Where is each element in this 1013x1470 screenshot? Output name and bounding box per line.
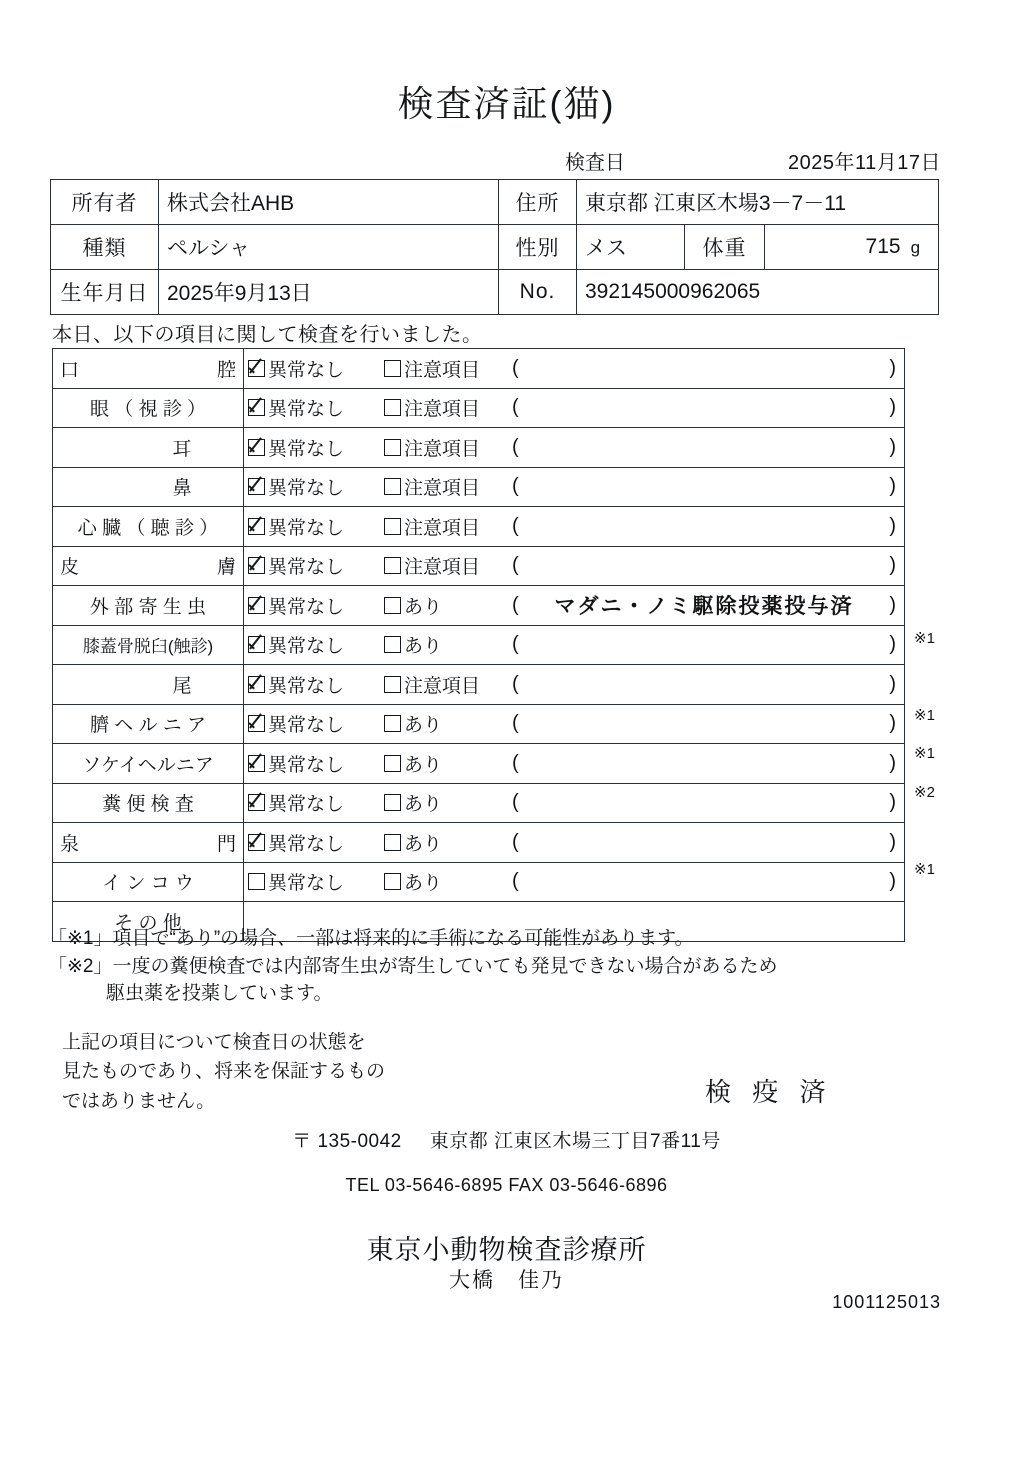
note-paren-open: ( (512, 396, 519, 419)
checklist-row (53, 546, 905, 586)
weight-label: 体重 (685, 225, 765, 270)
note-paren-open: ( (512, 514, 519, 537)
note-paren-open: ( (512, 475, 519, 498)
option-secondary[interactable] (384, 355, 480, 382)
note-paren-close: ) (889, 712, 896, 735)
option-normal[interactable] (248, 552, 344, 579)
option-secondary[interactable] (384, 789, 442, 816)
option-normal-label: 異常なし (268, 754, 345, 776)
option-normal-label: 異常なし (268, 478, 345, 500)
checklist-item-options (244, 507, 905, 547)
option-normal[interactable] (248, 868, 344, 895)
checklist-item-options (244, 783, 905, 823)
note-paren-close: ) (889, 672, 896, 695)
checkbox-checked-icon[interactable] (248, 597, 265, 614)
checkbox-checked-icon[interactable] (248, 794, 265, 811)
option-secondary-label: あり (404, 794, 443, 816)
option-secondary[interactable] (384, 473, 480, 500)
option-normal-label: 異常なし (268, 675, 345, 697)
checklist-item-label: 皮 膚 (53, 546, 244, 586)
checklist-row (53, 744, 905, 784)
checklist-row (53, 665, 905, 705)
note-paren-open: ( (512, 633, 519, 656)
note-paren-close: ) (889, 356, 896, 379)
option-normal-label: 異常なし (268, 399, 345, 421)
checklist-row (53, 388, 905, 428)
footnote-marker: ※1 (914, 745, 935, 762)
clinic-name: 東京小動物検査診療所 (366, 1235, 647, 1265)
page-title: 検査済証(猫) (397, 83, 616, 124)
checklist-item-options (244, 862, 905, 902)
option-secondary[interactable] (384, 671, 480, 698)
option-normal[interactable] (248, 789, 344, 816)
footnotes-block (48, 925, 778, 1008)
note-paren-open: ( (512, 593, 519, 616)
disclaimer-line-1: 上記の項目について検査日の状態を (62, 1032, 366, 1053)
checklist-item-note: マダニ・ノミ駆除投薬投与済 (554, 595, 854, 619)
checklist-item-label: 外 部 寄 生 虫 (53, 586, 244, 626)
note-paren-open: ( (512, 554, 519, 577)
checkbox-checked-icon[interactable] (248, 360, 265, 377)
checklist-item-label: そ の 他 (53, 902, 244, 942)
option-normal-label: 異常なし (268, 833, 345, 855)
option-normal[interactable] (248, 473, 344, 500)
weight-value-cell (765, 225, 939, 270)
checklist-row (53, 625, 905, 665)
no-value: 392145000962065 (577, 270, 939, 315)
option-normal[interactable] (248, 434, 344, 461)
checkbox-checked-icon[interactable] (248, 636, 265, 653)
option-secondary[interactable] (384, 513, 480, 540)
checklist-item-options (244, 467, 905, 507)
checklist-item-label: 膝蓋骨脱臼(触診) (53, 625, 244, 665)
option-secondary-label: あり (404, 596, 443, 618)
option-secondary[interactable] (384, 631, 442, 658)
checkbox-empty-icon[interactable] (384, 636, 401, 653)
option-normal[interactable] (248, 671, 344, 698)
checklist-item-label: 耳 (53, 428, 244, 468)
sex-label: 性別 (499, 225, 577, 270)
clinic-zip: 〒 135-0042 (292, 1131, 402, 1152)
footnote-marker: ※2 (914, 783, 935, 801)
option-secondary-label: 注意項目 (404, 675, 481, 697)
checkbox-checked-icon[interactable] (248, 557, 265, 574)
document-serial-number: 1001125013 (832, 1292, 941, 1312)
option-normal-label: 異常なし (268, 873, 345, 895)
checkbox-checked-icon[interactable] (248, 518, 265, 535)
checklist-item-options (244, 388, 905, 428)
option-normal-label: 異常なし (268, 596, 345, 618)
option-normal[interactable] (248, 394, 344, 421)
option-secondary[interactable] (384, 552, 480, 579)
option-secondary-label: 注意項目 (404, 399, 481, 421)
note-paren-open: ( (512, 356, 519, 379)
option-secondary[interactable] (384, 592, 442, 619)
option-normal[interactable] (248, 513, 344, 540)
checklist-row (53, 428, 905, 468)
option-normal[interactable] (248, 631, 344, 658)
option-normal[interactable] (248, 355, 344, 382)
option-secondary[interactable] (384, 829, 442, 856)
birth-value: 2025年9月13日 (159, 270, 499, 315)
checklist-item-options (244, 586, 905, 626)
exam-date-label: 検査日 (565, 152, 625, 174)
option-secondary-label: あり (404, 873, 443, 895)
owner-value: 株式会社AHB (159, 180, 499, 225)
checklist-item-label: 口 腔 (53, 349, 244, 389)
checklist-item-label: 心 臓 （ 聴 診 ） (53, 507, 244, 547)
option-secondary[interactable] (384, 710, 442, 737)
checklist-row (53, 586, 905, 626)
disclaimer-line-3: ではありません。 (62, 1090, 216, 1112)
weight-value: 715 (865, 235, 901, 258)
checklist-item-options (244, 823, 905, 863)
option-secondary-label: 注意項目 (404, 517, 481, 539)
checkbox-empty-icon[interactable] (384, 597, 401, 614)
disclaimer-block (62, 1028, 385, 1116)
table-row-owner (51, 180, 939, 225)
note-paren-close: ) (889, 791, 896, 814)
note-paren-close: ) (889, 475, 896, 498)
exam-date-value: 2025年11月17日 (788, 152, 941, 174)
option-normal-label: 異常なし (268, 557, 345, 579)
option-normal[interactable] (248, 710, 344, 737)
footnote-1: 「※1」項目で“あり”の場合、一部は将来的に手術になる可能性があります。 (48, 928, 694, 949)
checklist-row (53, 783, 905, 823)
footnote-marker: ※1 (914, 706, 935, 724)
checkbox-checked-icon[interactable] (248, 439, 265, 456)
option-secondary-label: 注意項目 (404, 359, 481, 381)
note-paren-open: ( (512, 712, 519, 735)
address-value: 東京都 江東区木場3－7－11 (577, 180, 939, 225)
checklist-item-options (244, 428, 905, 468)
checkbox-empty-icon[interactable] (248, 873, 265, 890)
checkbox-empty-icon[interactable] (384, 478, 401, 495)
option-normal-label: 異常なし (268, 636, 345, 658)
note-paren-close: ) (889, 396, 896, 419)
note-paren-close: ) (889, 633, 896, 656)
weight-unit: g (910, 238, 921, 257)
option-normal-label: 異常なし (268, 794, 345, 816)
note-paren-open: ( (512, 435, 519, 458)
checklist-item-label: 尾 (53, 665, 244, 705)
animal-info-table (50, 179, 939, 315)
note-paren-open: ( (512, 751, 519, 774)
option-secondary[interactable] (384, 750, 442, 777)
note-paren-open: ( (512, 672, 519, 695)
checklist-item-options (244, 744, 905, 784)
option-secondary[interactable] (384, 394, 480, 421)
birth-label: 生年月日 (51, 270, 159, 315)
checklist-row (53, 823, 905, 863)
checklist-item-options (244, 665, 905, 705)
no-label: No. (499, 270, 577, 315)
option-normal[interactable] (248, 829, 344, 856)
disclaimer-line-2: 見たものであり、将来を保証するもの (62, 1061, 386, 1083)
note-paren-close: ) (889, 435, 896, 458)
clinic-tel-fax: TEL 03-5646-6895 FAX 03-5646-6896 (345, 1175, 668, 1195)
checklist-row (53, 704, 905, 744)
checklist-item-label: イ ン コ ウ (53, 862, 244, 902)
checkbox-checked-icon[interactable] (248, 676, 265, 693)
option-secondary[interactable] (384, 434, 480, 461)
checkbox-checked-icon[interactable] (248, 755, 265, 772)
footnote-marker: ※1 (914, 860, 935, 878)
option-secondary-label: あり (404, 636, 443, 658)
checkbox-empty-icon[interactable] (384, 557, 401, 574)
checklist-item-label: 眼 （ 視 診 ） (53, 388, 244, 428)
footnote-2: 「※2」一度の糞便検査では内部寄生虫が寄生していても発見できない場合があるため (48, 955, 778, 977)
option-normal[interactable] (248, 750, 344, 777)
veterinarian-name: 大橋 佳乃 (449, 1269, 564, 1292)
table-row-birth (51, 270, 939, 315)
exam-date-row (50, 146, 941, 174)
checkbox-empty-icon[interactable] (384, 518, 401, 535)
option-normal-label: 異常なし (268, 517, 345, 539)
option-secondary-label: 注意項目 (404, 478, 481, 500)
note-paren-open: ( (512, 791, 519, 814)
owner-label: 所有者 (51, 180, 159, 225)
checkbox-empty-icon[interactable] (384, 676, 401, 693)
checklist-row (53, 862, 905, 902)
checklist-item-options (244, 349, 905, 389)
intro-text: 本日、以下の項目に関して検査を行いました。 (52, 324, 483, 346)
note-paren-close: ) (889, 830, 896, 853)
table-row-breed (51, 225, 939, 270)
note-paren-close: ) (889, 554, 896, 577)
checkbox-empty-icon[interactable] (384, 794, 401, 811)
checkbox-checked-icon[interactable] (248, 399, 265, 416)
clinic-address-text: 東京都 江東区木場三丁目7番11号 (429, 1131, 721, 1152)
checklist-item-label: 臍 ヘ ル ニ ア (53, 704, 244, 744)
option-secondary-label: あり (404, 754, 443, 776)
checkbox-checked-icon[interactable] (248, 478, 265, 495)
option-normal-label: 異常なし (268, 715, 345, 737)
checklist-item-label: 鼻 (53, 467, 244, 507)
note-paren-close: ) (889, 593, 896, 616)
note-paren-open: ( (512, 830, 519, 853)
note-paren-close: ) (889, 751, 896, 774)
note-paren-open: ( (512, 870, 519, 893)
checklist-item-label: ソケイヘルニア (53, 744, 244, 784)
option-secondary-label: 注意項目 (404, 557, 481, 579)
checkbox-empty-icon[interactable] (384, 755, 401, 772)
quarantine-stamp: 検 疫 済 (705, 1077, 833, 1107)
checklist-row (53, 467, 905, 507)
inspection-checklist-table (52, 348, 905, 942)
option-secondary[interactable] (384, 868, 442, 895)
footnote-marker: ※1 (914, 629, 935, 647)
note-paren-close: ) (889, 870, 896, 893)
checkbox-empty-icon[interactable] (384, 873, 401, 890)
checklist-item-options (244, 625, 905, 665)
checklist-item-label: 糞 便 検 査 (53, 783, 244, 823)
note-paren-close: ) (889, 514, 896, 537)
breed-value: ペルシャ (159, 225, 499, 270)
option-normal-label: 異常なし (268, 438, 345, 460)
breed-label: 種類 (51, 225, 159, 270)
clinic-address (0, 1126, 1013, 1153)
footnote-2-cont: 駆虫薬を投薬しています。 (106, 983, 333, 1005)
checkbox-empty-icon[interactable] (384, 834, 401, 851)
option-secondary-label: あり (404, 833, 443, 855)
address-label: 住所 (499, 180, 577, 225)
checkbox-empty-icon[interactable] (384, 439, 401, 456)
checkbox-empty-icon[interactable] (384, 360, 401, 377)
checklist-row (53, 507, 905, 547)
checkbox-checked-icon[interactable] (248, 715, 265, 732)
option-normal-label: 異常なし (268, 359, 345, 381)
checklist-item-options (244, 546, 905, 586)
option-normal[interactable] (248, 592, 344, 619)
checklist-item-options (244, 704, 905, 744)
checklist-row (53, 349, 905, 389)
option-secondary-label: 注意項目 (404, 438, 481, 460)
checklist-item-label: 泉 門 (53, 823, 244, 863)
sex-value: メス (577, 225, 685, 270)
option-secondary-label: あり (404, 715, 443, 737)
checkbox-checked-icon[interactable] (248, 834, 265, 851)
checkbox-empty-icon[interactable] (384, 715, 401, 732)
checkbox-empty-icon[interactable] (384, 399, 401, 416)
